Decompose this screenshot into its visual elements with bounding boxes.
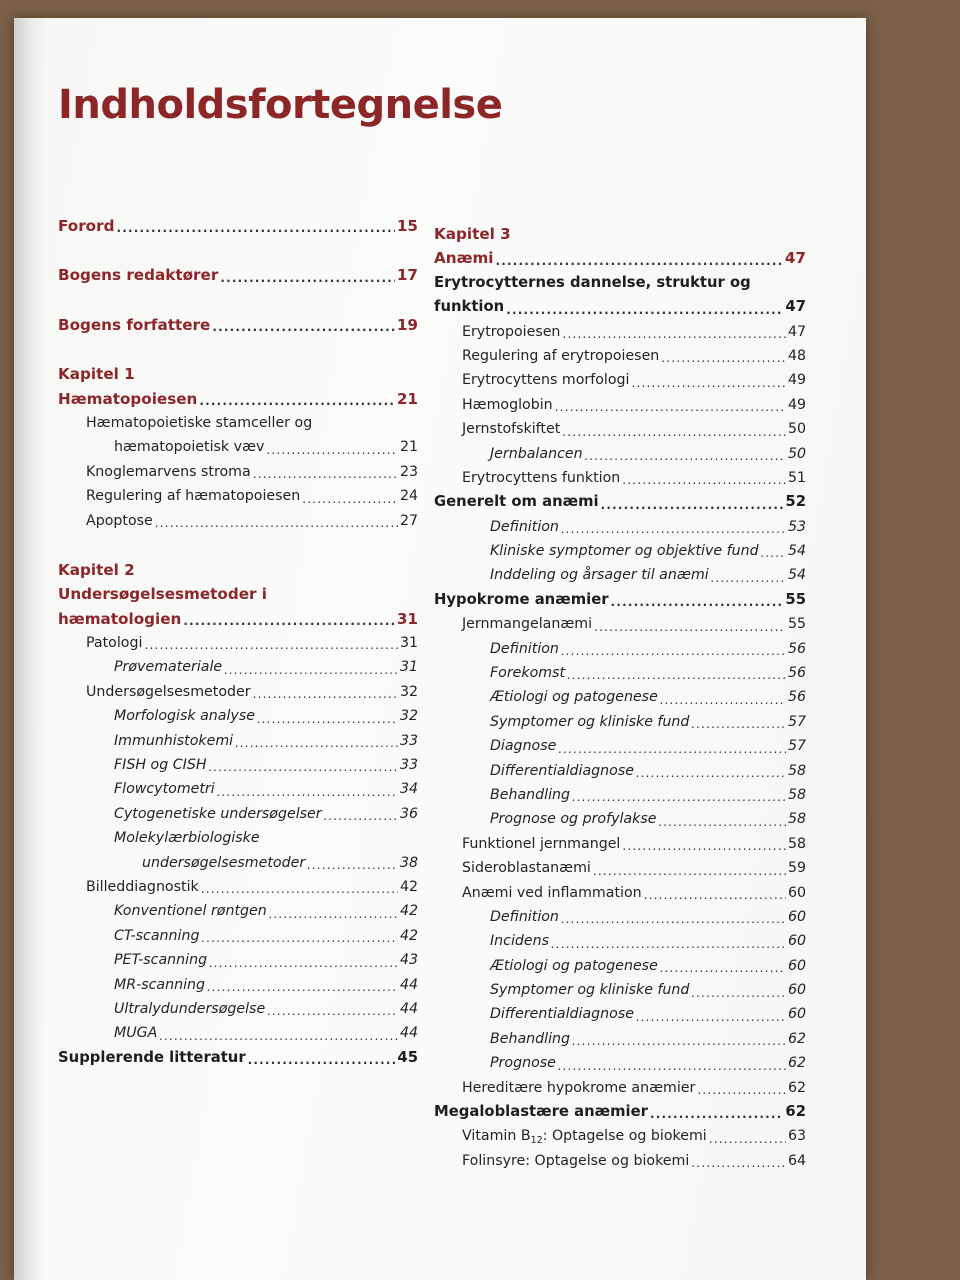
toc-page: 60 <box>787 908 806 925</box>
leader-dots <box>761 543 786 563</box>
toc-page: 58 <box>787 835 806 852</box>
leader-dots <box>267 1001 398 1021</box>
toc-page: 57 <box>787 738 806 755</box>
toc-label: Ætiologi og patogenese <box>490 689 658 706</box>
toc-label: Forekomst <box>490 665 566 682</box>
toc-entry[interactable] <box>434 832 806 856</box>
toc-entry[interactable] <box>434 856 806 880</box>
toc-page: 57 <box>787 713 806 730</box>
leader-dots <box>207 977 398 997</box>
leader-dots <box>585 446 786 466</box>
toc-page: 47 <box>785 298 806 316</box>
leader-dots <box>658 812 785 832</box>
toc-label: Generelt om anæmi <box>434 493 599 511</box>
leader-dots <box>199 391 395 411</box>
toc-entry[interactable] <box>434 1149 806 1173</box>
toc-entry[interactable] <box>434 539 806 563</box>
leader-dots <box>561 641 786 661</box>
toc-entry[interactable] <box>434 929 806 953</box>
leader-dots <box>266 440 398 460</box>
leader-dots <box>217 782 398 802</box>
toc-page: 58 <box>787 786 806 803</box>
leader-dots <box>235 733 398 753</box>
toc-label: Ætiologi og patogenese <box>490 957 658 974</box>
leader-dots <box>558 1056 786 1076</box>
leader-dots <box>711 568 786 588</box>
toc-page: 56 <box>787 665 806 682</box>
toc-label: Definition <box>490 640 559 657</box>
toc-label: Apoptose <box>86 512 153 529</box>
toc-page: 47 <box>784 249 806 268</box>
toc-entry[interactable] <box>434 807 806 831</box>
toc-page: 60 <box>787 982 806 999</box>
leader-dots <box>183 611 395 631</box>
toc-label: Bogens redaktører <box>58 266 219 285</box>
leader-dots <box>220 268 395 288</box>
toc-label: Hereditære hypokrome anæmier <box>462 1079 696 1096</box>
toc-label: MR-scanning <box>114 976 206 993</box>
toc-label-line1: Erytrocytternes dannelse, struktur og <box>434 273 751 291</box>
toc-page: 42 <box>399 927 418 944</box>
toc-entry[interactable] <box>434 954 806 978</box>
toc-page: 31 <box>399 635 418 652</box>
leader-dots <box>709 1129 786 1149</box>
toc-label: undersøgelsesmetoder <box>142 854 306 871</box>
toc-page: 24 <box>399 488 418 505</box>
page-title: Indholdsfortegnelse <box>58 82 503 128</box>
toc-page: 48 <box>787 347 806 364</box>
toc-entry[interactable] <box>58 851 418 875</box>
toc-entry[interactable] <box>434 1003 806 1027</box>
toc-label-line1: Molekylærbiologiske <box>114 830 260 847</box>
toc-label: Undersøgelsesmetoder <box>86 683 251 700</box>
toc-right-column <box>434 222 806 1173</box>
toc-label: Folinsyre: Optagelse og biokemi <box>462 1152 690 1169</box>
toc-page: 42 <box>399 878 418 895</box>
subscript: 12 <box>530 1135 543 1147</box>
toc-entry[interactable] <box>58 753 418 777</box>
leader-dots <box>253 464 398 484</box>
toc-label: Definition <box>490 518 559 535</box>
leader-dots <box>201 928 397 948</box>
toc-label: Symptomer og kliniske fund <box>490 713 690 730</box>
toc-label: Prøvemateriale <box>114 659 223 676</box>
leader-dots <box>572 787 786 807</box>
toc-label: Hæmoglobin <box>462 396 553 413</box>
toc-entry[interactable] <box>434 881 806 905</box>
toc-entry[interactable] <box>58 948 418 972</box>
toc-label: Funktionel jernmangel <box>462 835 621 852</box>
toc-label: PET-scanning <box>114 952 208 969</box>
leader-dots <box>593 861 786 881</box>
toc-entry[interactable] <box>434 368 806 392</box>
toc-label: Konventionel røntgen <box>114 903 267 920</box>
toc-entry[interactable] <box>58 729 418 753</box>
toc-entry[interactable] <box>58 997 418 1021</box>
toc-entry[interactable] <box>58 924 418 948</box>
toc-label: Differentialdiagnose <box>490 762 634 779</box>
toc-page: 23 <box>399 463 418 480</box>
toc-entry-chapter-3[interactable] <box>434 246 806 270</box>
toc-label: Sideroblastanæmi <box>462 860 591 877</box>
toc-page: 42 <box>399 903 418 920</box>
toc-entry[interactable] <box>434 320 806 344</box>
toc-label: hæmatologien <box>58 609 182 628</box>
toc-entry[interactable] <box>434 1027 806 1051</box>
leader-dots <box>561 519 786 539</box>
toc-label: Megaloblastære anæmier <box>434 1103 648 1121</box>
toc-page: 54 <box>787 543 806 560</box>
toc-page: 43 <box>399 952 418 969</box>
toc-entry[interactable] <box>434 710 806 734</box>
leader-dots <box>636 1007 786 1027</box>
toc-label: Prognose <box>490 1055 556 1072</box>
toc-entry[interactable] <box>58 655 418 679</box>
leader-dots <box>572 1031 786 1051</box>
leader-dots <box>551 934 786 954</box>
toc-label: FISH og CISH <box>114 757 207 774</box>
toc-page: 44 <box>399 1000 418 1017</box>
toc-entry[interactable] <box>58 802 418 826</box>
toc-label: Anæmi <box>434 249 494 268</box>
toc-entry[interactable] <box>58 435 418 459</box>
toc-label: Erytrocyttens morfologi <box>462 372 630 389</box>
toc-page: 55 <box>787 616 806 633</box>
toc-label: Cytogenetiske undersøgelser <box>114 805 322 822</box>
book-page <box>14 18 866 1280</box>
toc-label: Prognose og profylakse <box>490 811 657 828</box>
toc-page: 62 <box>785 1103 806 1121</box>
toc-entry[interactable] <box>434 637 806 661</box>
toc-label: Incidens <box>490 933 550 950</box>
leader-dots <box>660 690 786 710</box>
toc-entry-generelt[interactable] <box>434 490 806 514</box>
toc-label-line1: Hæmatopoietiske stamceller og <box>86 414 313 431</box>
chapter-3-heading: Kapitel 3 <box>434 225 511 243</box>
toc-entry[interactable] <box>434 442 806 466</box>
leader-dots <box>594 617 786 637</box>
toc-page: 15 <box>396 216 418 235</box>
toc-entry[interactable] <box>434 1051 806 1075</box>
toc-entry[interactable] <box>58 631 418 655</box>
leader-dots <box>269 904 398 924</box>
leader-dots <box>691 714 786 734</box>
leader-dots <box>650 1104 783 1124</box>
toc-label: Bogens forfattere <box>58 315 211 334</box>
toc-entry[interactable] <box>58 1021 418 1045</box>
page-spine-shadow <box>14 18 44 1280</box>
leader-dots <box>253 684 398 704</box>
toc-page: 58 <box>787 811 806 828</box>
leader-dots <box>248 1050 396 1070</box>
toc-page: 21 <box>396 389 418 408</box>
leader-dots <box>212 317 395 337</box>
toc-page: 54 <box>787 567 806 584</box>
leader-dots <box>224 660 398 680</box>
toc-page: 17 <box>396 266 418 285</box>
toc-label: hæmatopoietisk væv <box>114 439 265 456</box>
toc-page: 49 <box>787 372 806 389</box>
leader-dots <box>567 665 786 685</box>
toc-entry[interactable] <box>434 612 806 636</box>
toc-entry[interactable] <box>434 734 806 758</box>
toc-label: Jernstofskiftet <box>462 421 561 438</box>
toc-label-pre: Vitamin B <box>462 1128 531 1145</box>
toc-label: MUGA <box>114 1025 158 1042</box>
toc-page: 45 <box>397 1048 418 1066</box>
toc-page: 32 <box>399 683 418 700</box>
toc-label: Morfologisk analyse <box>114 708 255 725</box>
toc-page: 53 <box>787 518 806 535</box>
toc-label: Forord <box>58 216 115 235</box>
leader-dots <box>691 983 786 1003</box>
leader-dots <box>209 757 398 777</box>
toc-label: Regulering af erytropoiesen <box>462 347 660 364</box>
toc-page: 33 <box>399 757 418 774</box>
toc-page: 32 <box>399 708 418 725</box>
toc-label: Definition <box>490 908 559 925</box>
leader-dots <box>611 592 784 612</box>
toc-entry[interactable] <box>434 515 806 539</box>
leader-dots <box>159 1026 398 1046</box>
toc-entry[interactable] <box>434 563 806 587</box>
toc-label: Immunhistokemi <box>114 732 234 749</box>
leader-dots <box>144 635 398 655</box>
toc-entry[interactable] <box>434 1076 806 1100</box>
toc-entry-chapter-2[interactable] <box>58 607 418 631</box>
toc-page: 38 <box>399 854 418 871</box>
toc-page: 62 <box>787 1079 806 1096</box>
leader-dots <box>155 513 398 533</box>
leader-dots <box>209 953 398 973</box>
toc-page: 55 <box>785 590 806 608</box>
toc-label: Hæmatopoiesen <box>58 389 198 408</box>
leader-dots <box>622 836 786 856</box>
toc-entry[interactable] <box>434 661 806 685</box>
toc-label-post: : Optagelse og biokemi <box>542 1128 707 1145</box>
toc-page: 19 <box>396 315 418 334</box>
toc-entry[interactable] <box>434 344 806 368</box>
toc-entry[interactable] <box>58 777 418 801</box>
toc-entry[interactable] <box>434 783 806 807</box>
leader-dots <box>496 251 783 271</box>
toc-label: Patologi <box>86 635 143 652</box>
toc-entry-chapter-1[interactable] <box>58 387 418 411</box>
toc-entry-forord[interactable] <box>58 214 418 238</box>
toc-page: 52 <box>785 493 806 511</box>
toc-entry-hypokrome[interactable] <box>434 588 806 612</box>
leader-dots <box>660 958 786 978</box>
toc-label: Billeddiagnostik <box>86 878 199 895</box>
toc-page: 47 <box>787 323 806 340</box>
leader-dots <box>116 218 394 238</box>
leader-dots <box>324 806 398 826</box>
leader-dots <box>636 763 786 783</box>
toc-entry-supplerende[interactable] <box>58 1046 418 1070</box>
toc-label: Erytropoiesen <box>462 323 561 340</box>
leader-dots <box>661 348 786 368</box>
toc-left-column <box>58 214 418 1070</box>
leader-dots <box>644 885 786 905</box>
leader-dots <box>257 709 398 729</box>
toc-entry-vitamin-b12[interactable] <box>434 1124 806 1148</box>
toc-entry[interactable] <box>58 484 418 508</box>
toc-label: Supplerende litteratur <box>58 1048 246 1066</box>
toc-entry[interactable] <box>434 466 806 490</box>
toc-page: 27 <box>399 512 418 529</box>
toc-label: Jernmangelanæmi <box>462 616 593 633</box>
toc-page: 60 <box>787 933 806 950</box>
toc-entry[interactable] <box>434 759 806 783</box>
toc-label: Knoglemarvens stroma <box>86 463 251 480</box>
toc-entry[interactable] <box>58 899 418 923</box>
toc-label: Behandling <box>490 1030 571 1047</box>
leader-dots <box>302 489 398 509</box>
toc-label: Differentialdiagnose <box>490 1006 634 1023</box>
toc-page: 33 <box>399 732 418 749</box>
toc-page: 58 <box>787 762 806 779</box>
toc-entry[interactable] <box>58 460 418 484</box>
toc-page: 21 <box>399 439 418 456</box>
toc-page: 60 <box>787 884 806 901</box>
toc-label: Jernbalancen <box>490 445 583 462</box>
toc-page: 49 <box>787 396 806 413</box>
toc-label: Ultralydundersøgelse <box>114 1000 266 1017</box>
chapter-2-title-line1: Undersøgelsesmetoder i <box>58 585 268 604</box>
toc-page: 62 <box>787 1055 806 1072</box>
leader-dots <box>555 397 786 417</box>
leader-dots <box>601 495 784 515</box>
toc-page: 62 <box>787 1030 806 1047</box>
toc-page: 56 <box>787 640 806 657</box>
toc-page: 63 <box>787 1128 806 1145</box>
toc-label: Kliniske symptomer og objektive fund <box>490 543 759 560</box>
chapter-2-heading: Kapitel 2 <box>58 560 135 579</box>
toc-entry-forfattere[interactable] <box>58 313 418 337</box>
toc-label: Flowcytometri <box>114 781 215 798</box>
toc-entry-redaktorer[interactable] <box>58 263 418 287</box>
toc-label: Regulering af hæmatopoiesen <box>86 488 301 505</box>
toc-page: 59 <box>787 860 806 877</box>
leader-dots <box>691 1153 786 1173</box>
leader-dots <box>631 373 785 393</box>
toc-entry[interactable] <box>434 393 806 417</box>
toc-page: 36 <box>399 805 418 822</box>
toc-label: Inddeling og årsager til anæmi <box>490 567 709 584</box>
toc-page: 60 <box>787 1006 806 1023</box>
toc-page: 31 <box>396 609 418 628</box>
toc-entry[interactable] <box>58 680 418 704</box>
toc-page: 60 <box>787 957 806 974</box>
leader-dots <box>697 1080 786 1100</box>
toc-page: 50 <box>787 445 806 462</box>
toc-entry[interactable] <box>58 973 418 997</box>
leader-dots <box>562 422 786 442</box>
leader-dots <box>622 470 786 490</box>
toc-label: Symptomer og kliniske fund <box>490 982 690 999</box>
toc-page: 50 <box>787 421 806 438</box>
toc-page: 51 <box>787 469 806 486</box>
leader-dots <box>201 879 398 899</box>
toc-page: 64 <box>787 1152 806 1169</box>
toc-entry[interactable] <box>58 875 418 899</box>
leader-dots <box>562 324 786 344</box>
toc-label: Anæmi ved inflammation <box>462 884 642 901</box>
toc-page: 44 <box>399 1025 418 1042</box>
toc-entry[interactable] <box>434 417 806 441</box>
toc-entry[interactable] <box>434 685 806 709</box>
toc-label: Behandling <box>490 786 571 803</box>
leader-dots <box>561 909 786 929</box>
toc-label: Hypokrome anæmier <box>434 590 609 608</box>
toc-entry-megaloblastaere[interactable] <box>434 1100 806 1124</box>
toc-entry[interactable] <box>434 905 806 929</box>
chapter-1-heading: Kapitel 1 <box>58 365 135 384</box>
toc-entry[interactable] <box>58 704 418 728</box>
leader-dots <box>307 855 398 875</box>
toc-entry[interactable] <box>58 509 418 533</box>
toc-label: Erytrocyttens funktion <box>462 469 621 486</box>
leader-dots <box>558 739 786 759</box>
toc-entry[interactable] <box>434 978 806 1002</box>
toc-page: 34 <box>399 781 418 798</box>
leader-dots <box>506 300 783 320</box>
toc-page: 31 <box>399 659 418 676</box>
toc-page: 44 <box>399 976 418 993</box>
toc-label: funktion <box>434 298 505 316</box>
toc-entry[interactable] <box>434 295 806 319</box>
toc-label: Diagnose <box>490 738 557 755</box>
toc-label <box>462 1124 707 1148</box>
toc-label: CT-scanning <box>114 927 200 944</box>
toc-page: 56 <box>787 689 806 706</box>
